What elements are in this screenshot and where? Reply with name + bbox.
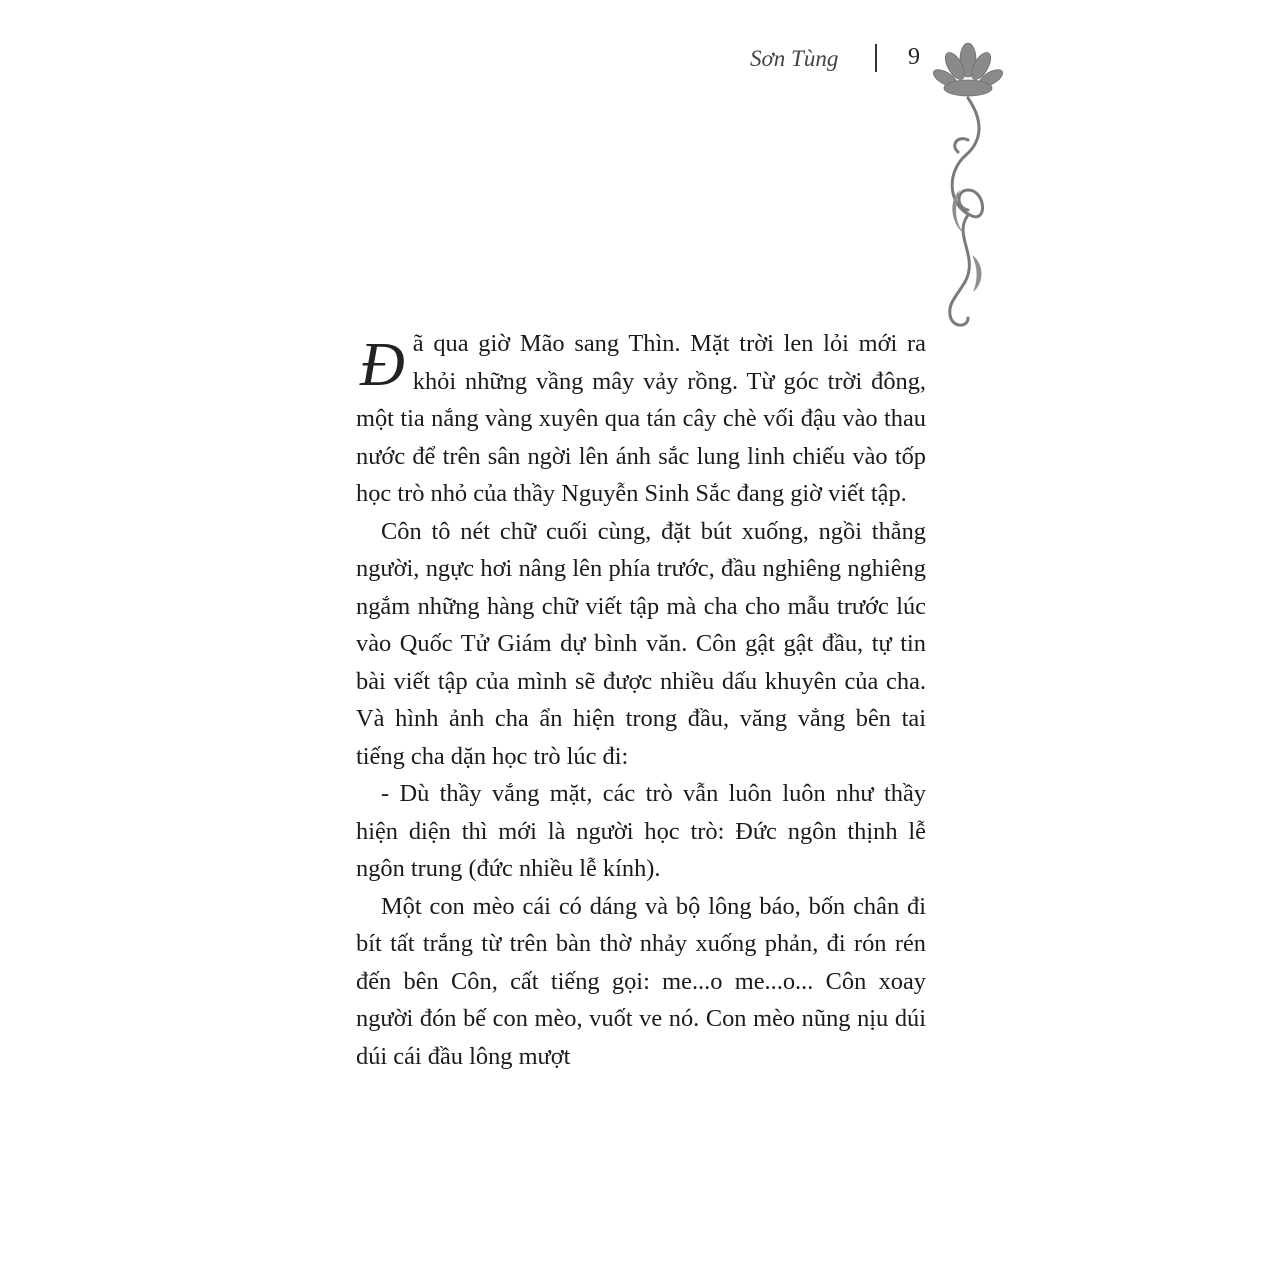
paragraph <box>356 325 926 513</box>
body-text <box>356 325 926 1075</box>
header-divider <box>875 44 877 72</box>
running-header <box>700 40 940 80</box>
paragraph-text: ã qua giờ Mão sang Thìn. Mặt trời len lỏi mới ra khỏi những vầng mây vảy rồng. Từ góc trời đông, một tia nắng vàng xuyên qua tán cây chè vối đậu vào thau nước để trên sân ngời lên ánh sắc lung linh chiếu vào tốp học trò nhỏ của thầy Nguyễn Sinh Sắc đang giờ viết tập. <box>356 330 926 507</box>
drop-cap: Đ <box>360 331 405 399</box>
paragraph: Côn tô nét chữ cuối cùng, đặt bút xuống, ngồi thẳng người, ngực hơi nâng lên phía trước, đầu nghiêng nghiêng ngắm những hàng chữ viết tập mà cha cho mẫu trước lúc vào Quốc Tử Giám dự bình văn. Côn gật gật đầu, tự tin bài viết tập của mình sẽ được nhiều dấu khuyên của cha. Và hình ảnh cha ẩn hiện trong đầu, văng vẳng bên tai tiếng cha dặn học trò lúc đi: <box>356 517 926 770</box>
lotus-flourish-icon <box>928 40 1008 330</box>
page-number: 9 <box>908 44 920 70</box>
paragraph: Một con mèo cái có dáng và bộ lông báo, bốn chân đi bít tất trắng từ trên bàn thờ nhảy xuống phản, đi rón rén đến bên Côn, cất tiếng gọi: me...o me...o... Côn xoay người đón bế con mèo, vuốt ve nó. Con mèo nũng nịu dúi dúi cái đầu lông mượt <box>356 892 926 1070</box>
author-name: Sơn Tùng <box>750 46 839 71</box>
paragraph: - Dù thầy vắng mặt, các trò vẫn luôn luôn như thầy hiện diện thì mới là người học trò: Đức ngôn thịnh lễ ngôn trung (đức nhiều lễ kính). <box>356 780 926 882</box>
